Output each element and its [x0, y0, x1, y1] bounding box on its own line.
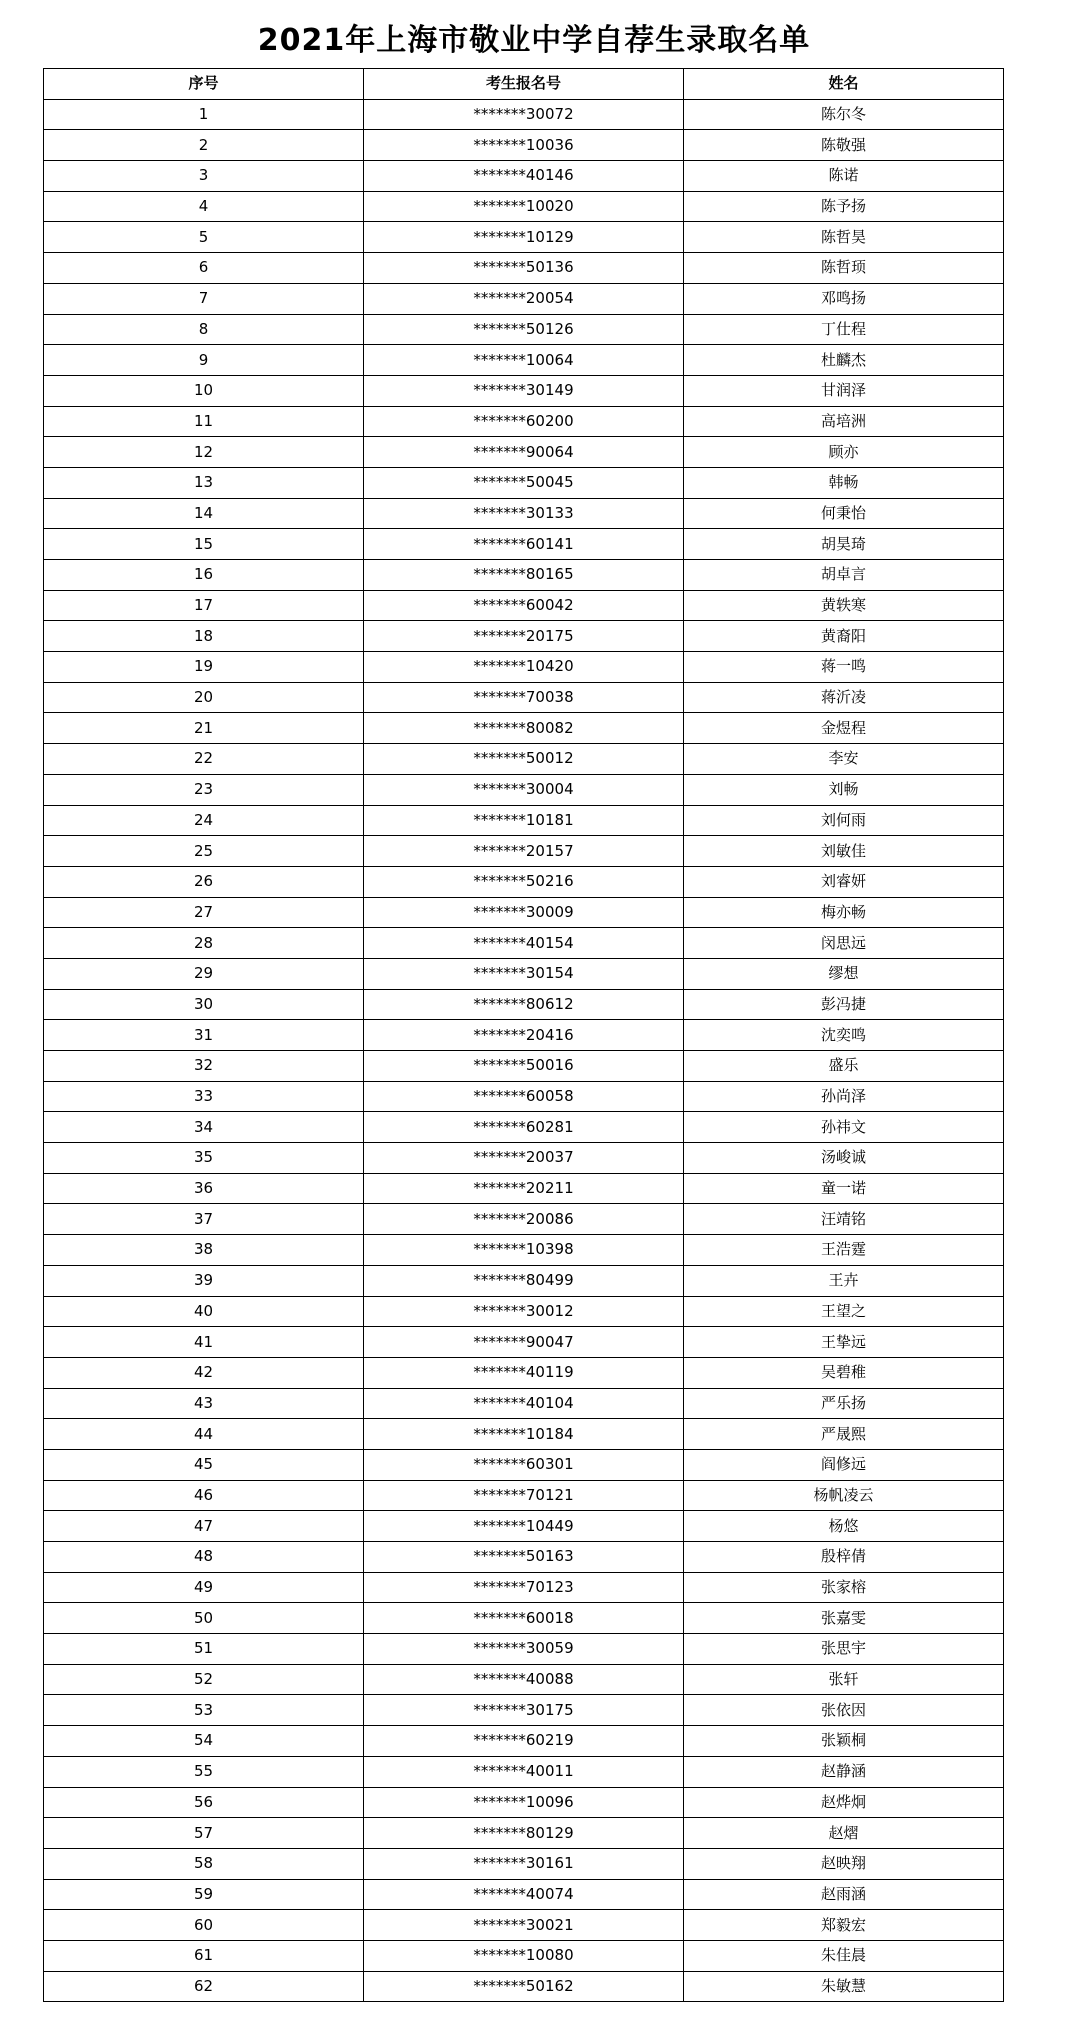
- row-index-cell: 54: [44, 1726, 364, 1757]
- row-index-cell: 27: [44, 897, 364, 928]
- student-name-cell: 陈尔冬: [684, 99, 1004, 130]
- row-index-cell: 28: [44, 928, 364, 959]
- registration-number-cell: *******30154: [364, 958, 684, 989]
- table-row: [44, 130, 1004, 161]
- registration-number-cell: *******90064: [364, 437, 684, 468]
- student-name-cell: 王挚远: [684, 1327, 1004, 1358]
- student-name-cell: 阎修远: [684, 1449, 1004, 1480]
- table-row: [44, 928, 1004, 959]
- row-index-cell: 32: [44, 1051, 364, 1082]
- student-name-cell: 何秉怡: [684, 498, 1004, 529]
- registration-number-cell: *******10129: [364, 222, 684, 253]
- student-name-cell: 汤峻诚: [684, 1143, 1004, 1174]
- table-row: [44, 161, 1004, 192]
- row-index-cell: 12: [44, 437, 364, 468]
- row-index-cell: 33: [44, 1081, 364, 1112]
- table-row: [44, 1051, 1004, 1082]
- student-name-cell: 赵雨涵: [684, 1879, 1004, 1910]
- registration-number-cell: *******40074: [364, 1879, 684, 1910]
- registration-number-cell: *******50136: [364, 253, 684, 284]
- registration-number-cell: *******70123: [364, 1572, 684, 1603]
- row-index-cell: 46: [44, 1480, 364, 1511]
- student-name-cell: 朱佳晨: [684, 1940, 1004, 1971]
- student-name-cell: 张轩: [684, 1664, 1004, 1695]
- table-row: [44, 1971, 1004, 2002]
- registration-number-cell: *******20037: [364, 1143, 684, 1174]
- table-row: [44, 682, 1004, 713]
- student-name-cell: 顾亦: [684, 437, 1004, 468]
- student-name-cell: 陈哲顼: [684, 253, 1004, 284]
- registration-number-cell: *******30009: [364, 897, 684, 928]
- student-name-cell: 胡昊琦: [684, 529, 1004, 560]
- table-row: [44, 222, 1004, 253]
- registration-number-cell: *******30012: [364, 1296, 684, 1327]
- table-row: [44, 1327, 1004, 1358]
- registration-number-cell: *******10020: [364, 191, 684, 222]
- registration-number-cell: *******50012: [364, 744, 684, 775]
- student-name-cell: 孙尚泽: [684, 1081, 1004, 1112]
- registration-number-cell: *******20211: [364, 1173, 684, 1204]
- table-body: [44, 99, 1004, 2002]
- student-name-cell: 陈哲昊: [684, 222, 1004, 253]
- registration-number-cell: *******30021: [364, 1910, 684, 1941]
- registration-number-cell: *******20054: [364, 283, 684, 314]
- registration-number-cell: *******90047: [364, 1327, 684, 1358]
- table-row: [44, 560, 1004, 591]
- registration-number-cell: *******60200: [364, 406, 684, 437]
- row-index-cell: 62: [44, 1971, 364, 2002]
- table-row: [44, 1542, 1004, 1573]
- column-header-index: 序号: [44, 69, 364, 100]
- student-name-cell: 王望之: [684, 1296, 1004, 1327]
- student-name-cell: 吴碧稚: [684, 1357, 1004, 1388]
- registration-number-cell: *******40088: [364, 1664, 684, 1695]
- registration-number-cell: *******30161: [364, 1848, 684, 1879]
- table-row: [44, 1664, 1004, 1695]
- table-row: [44, 1388, 1004, 1419]
- student-name-cell: 黄裔阳: [684, 621, 1004, 652]
- table-row: [44, 1173, 1004, 1204]
- student-name-cell: 严乐扬: [684, 1388, 1004, 1419]
- table-row: [44, 529, 1004, 560]
- student-name-cell: 汪靖铭: [684, 1204, 1004, 1235]
- table-row: [44, 1357, 1004, 1388]
- registration-number-cell: *******60018: [364, 1603, 684, 1634]
- student-name-cell: 严晟熙: [684, 1419, 1004, 1450]
- student-name-cell: 闵思远: [684, 928, 1004, 959]
- student-name-cell: 邓鸣扬: [684, 283, 1004, 314]
- table-row: [44, 283, 1004, 314]
- student-name-cell: 胡卓言: [684, 560, 1004, 591]
- table-row: [44, 621, 1004, 652]
- registration-number-cell: *******60058: [364, 1081, 684, 1112]
- registration-number-cell: *******30004: [364, 774, 684, 805]
- table-row: [44, 1419, 1004, 1450]
- table-row: [44, 989, 1004, 1020]
- registration-number-cell: *******10420: [364, 652, 684, 683]
- row-index-cell: 6: [44, 253, 364, 284]
- table-row: [44, 1511, 1004, 1542]
- student-name-cell: 陈敬强: [684, 130, 1004, 161]
- student-name-cell: 孙祎文: [684, 1112, 1004, 1143]
- row-index-cell: 38: [44, 1235, 364, 1266]
- table-row: [44, 1235, 1004, 1266]
- registration-number-cell: *******60281: [364, 1112, 684, 1143]
- student-name-cell: 甘润泽: [684, 375, 1004, 406]
- registration-number-cell: *******10181: [364, 805, 684, 836]
- registration-number-cell: *******60042: [364, 590, 684, 621]
- registration-number-cell: *******80129: [364, 1818, 684, 1849]
- registration-number-cell: *******40011: [364, 1756, 684, 1787]
- table-row: [44, 1143, 1004, 1174]
- registration-number-cell: *******50216: [364, 866, 684, 897]
- student-name-cell: 赵熠: [684, 1818, 1004, 1849]
- row-index-cell: 25: [44, 836, 364, 867]
- student-name-cell: 张颖桐: [684, 1726, 1004, 1757]
- row-index-cell: 18: [44, 621, 364, 652]
- student-name-cell: 李安: [684, 744, 1004, 775]
- row-index-cell: 13: [44, 467, 364, 498]
- student-name-cell: 彭冯捷: [684, 989, 1004, 1020]
- table-row: [44, 1787, 1004, 1818]
- row-index-cell: 60: [44, 1910, 364, 1941]
- registration-number-cell: *******30149: [364, 375, 684, 406]
- table-row: [44, 253, 1004, 284]
- registration-number-cell: *******10080: [364, 1940, 684, 1971]
- row-index-cell: 8: [44, 314, 364, 345]
- student-name-cell: 王浩霆: [684, 1235, 1004, 1266]
- registration-number-cell: *******10036: [364, 130, 684, 161]
- table-row: [44, 1726, 1004, 1757]
- student-name-cell: 赵映翔: [684, 1848, 1004, 1879]
- row-index-cell: 36: [44, 1173, 364, 1204]
- row-index-cell: 61: [44, 1940, 364, 1971]
- registration-number-cell: *******80499: [364, 1265, 684, 1296]
- table-row: [44, 1818, 1004, 1849]
- row-index-cell: 39: [44, 1265, 364, 1296]
- row-index-cell: 5: [44, 222, 364, 253]
- table-row: [44, 1910, 1004, 1941]
- registration-number-cell: *******70121: [364, 1480, 684, 1511]
- student-name-cell: 盛乐: [684, 1051, 1004, 1082]
- student-name-cell: 刘敏佳: [684, 836, 1004, 867]
- row-index-cell: 50: [44, 1603, 364, 1634]
- row-index-cell: 58: [44, 1848, 364, 1879]
- table-row: [44, 744, 1004, 775]
- table-row: [44, 1603, 1004, 1634]
- registration-number-cell: *******60219: [364, 1726, 684, 1757]
- registration-number-cell: *******60141: [364, 529, 684, 560]
- row-index-cell: 34: [44, 1112, 364, 1143]
- document-title: 2021年上海市敬业中学自荐生录取名单: [257, 23, 811, 58]
- student-name-cell: 殷梓倩: [684, 1542, 1004, 1573]
- row-index-cell: 29: [44, 958, 364, 989]
- student-name-cell: 陈诺: [684, 161, 1004, 192]
- row-index-cell: 1: [44, 99, 364, 130]
- table-row: [44, 805, 1004, 836]
- student-name-cell: 杨悠: [684, 1511, 1004, 1542]
- student-name-cell: 赵烨炯: [684, 1787, 1004, 1818]
- row-index-cell: 20: [44, 682, 364, 713]
- row-index-cell: 2: [44, 130, 364, 161]
- table-row: [44, 652, 1004, 683]
- table-row: [44, 713, 1004, 744]
- student-name-cell: 丁仕程: [684, 314, 1004, 345]
- row-index-cell: 22: [44, 744, 364, 775]
- row-index-cell: 44: [44, 1419, 364, 1450]
- registration-number-cell: *******80612: [364, 989, 684, 1020]
- table-row: [44, 1449, 1004, 1480]
- registration-number-cell: *******70038: [364, 682, 684, 713]
- registration-number-cell: *******80165: [364, 560, 684, 591]
- student-name-cell: 朱敏慧: [684, 1971, 1004, 2002]
- student-name-cell: 高培洲: [684, 406, 1004, 437]
- row-index-cell: 24: [44, 805, 364, 836]
- student-name-cell: 梅亦畅: [684, 897, 1004, 928]
- row-index-cell: 59: [44, 1879, 364, 1910]
- table-row: [44, 467, 1004, 498]
- row-index-cell: 48: [44, 1542, 364, 1573]
- table-row: [44, 1265, 1004, 1296]
- registration-number-cell: *******50126: [364, 314, 684, 345]
- row-index-cell: 31: [44, 1020, 364, 1051]
- registration-number-cell: *******30175: [364, 1695, 684, 1726]
- table-row: [44, 1634, 1004, 1665]
- row-index-cell: 37: [44, 1204, 364, 1235]
- student-name-cell: 刘睿妍: [684, 866, 1004, 897]
- registration-number-cell: *******30133: [364, 498, 684, 529]
- student-name-cell: 金煜程: [684, 713, 1004, 744]
- registration-number-cell: *******50163: [364, 1542, 684, 1573]
- table-row: [44, 1572, 1004, 1603]
- table-row: [44, 1879, 1004, 1910]
- table-row: [44, 99, 1004, 130]
- table-row: [44, 774, 1004, 805]
- registration-number-cell: *******10398: [364, 1235, 684, 1266]
- student-name-cell: 蒋沂凌: [684, 682, 1004, 713]
- table-row: [44, 1848, 1004, 1879]
- registration-number-cell: *******10449: [364, 1511, 684, 1542]
- registration-number-cell: *******10096: [364, 1787, 684, 1818]
- row-index-cell: 30: [44, 989, 364, 1020]
- student-name-cell: 杜麟杰: [684, 345, 1004, 376]
- row-index-cell: 14: [44, 498, 364, 529]
- row-index-cell: 10: [44, 375, 364, 406]
- table-row: [44, 897, 1004, 928]
- student-name-cell: 张依因: [684, 1695, 1004, 1726]
- row-index-cell: 43: [44, 1388, 364, 1419]
- row-index-cell: 51: [44, 1634, 364, 1665]
- row-index-cell: 17: [44, 590, 364, 621]
- row-index-cell: 47: [44, 1511, 364, 1542]
- registration-number-cell: *******40104: [364, 1388, 684, 1419]
- row-index-cell: 57: [44, 1818, 364, 1849]
- registration-number-cell: *******20416: [364, 1020, 684, 1051]
- table-row: [44, 1081, 1004, 1112]
- student-name-cell: 杨帆凌云: [684, 1480, 1004, 1511]
- registration-number-cell: *******20086: [364, 1204, 684, 1235]
- registration-number-cell: *******30072: [364, 99, 684, 130]
- student-name-cell: 黄轶寒: [684, 590, 1004, 621]
- row-index-cell: 23: [44, 774, 364, 805]
- row-index-cell: 11: [44, 406, 364, 437]
- registration-number-cell: *******40154: [364, 928, 684, 959]
- row-index-cell: 41: [44, 1327, 364, 1358]
- row-index-cell: 21: [44, 713, 364, 744]
- student-name-cell: 童一诺: [684, 1173, 1004, 1204]
- table-header-row: [44, 69, 1004, 100]
- table-row: [44, 314, 1004, 345]
- table-row: [44, 1756, 1004, 1787]
- admission-table: [43, 68, 1004, 2002]
- registration-number-cell: *******20157: [364, 836, 684, 867]
- student-name-cell: 缪想: [684, 958, 1004, 989]
- registration-number-cell: *******10184: [364, 1419, 684, 1450]
- student-name-cell: 张思宇: [684, 1634, 1004, 1665]
- student-name-cell: 蒋一鸣: [684, 652, 1004, 683]
- student-name-cell: 刘畅: [684, 774, 1004, 805]
- row-index-cell: 35: [44, 1143, 364, 1174]
- student-name-cell: 张嘉雯: [684, 1603, 1004, 1634]
- table-row: [44, 191, 1004, 222]
- registration-number-cell: *******50045: [364, 467, 684, 498]
- registration-number-cell: *******40119: [364, 1357, 684, 1388]
- registration-number-cell: *******60301: [364, 1449, 684, 1480]
- row-index-cell: 26: [44, 866, 364, 897]
- student-name-cell: 沈奕鸣: [684, 1020, 1004, 1051]
- table-row: [44, 375, 1004, 406]
- registration-number-cell: *******80082: [364, 713, 684, 744]
- table-row: [44, 437, 1004, 468]
- registration-number-cell: *******10064: [364, 345, 684, 376]
- row-index-cell: 45: [44, 1449, 364, 1480]
- registration-number-cell: *******50016: [364, 1051, 684, 1082]
- table-row: [44, 836, 1004, 867]
- row-index-cell: 9: [44, 345, 364, 376]
- table-row: [44, 345, 1004, 376]
- row-index-cell: 53: [44, 1695, 364, 1726]
- table-row: [44, 1020, 1004, 1051]
- row-index-cell: 42: [44, 1357, 364, 1388]
- column-header-registration-number: 考生报名号: [364, 69, 684, 100]
- student-name-cell: 赵静涵: [684, 1756, 1004, 1787]
- row-index-cell: 3: [44, 161, 364, 192]
- student-name-cell: 陈予扬: [684, 191, 1004, 222]
- row-index-cell: 4: [44, 191, 364, 222]
- student-name-cell: 刘何雨: [684, 805, 1004, 836]
- row-index-cell: 49: [44, 1572, 364, 1603]
- row-index-cell: 7: [44, 283, 364, 314]
- registration-number-cell: *******40146: [364, 161, 684, 192]
- row-index-cell: 56: [44, 1787, 364, 1818]
- table-row: [44, 866, 1004, 897]
- student-name-cell: 王卉: [684, 1265, 1004, 1296]
- table-row: [44, 406, 1004, 437]
- row-index-cell: 16: [44, 560, 364, 591]
- table-row: [44, 958, 1004, 989]
- table-row: [44, 1204, 1004, 1235]
- row-index-cell: 55: [44, 1756, 364, 1787]
- student-name-cell: 张家榕: [684, 1572, 1004, 1603]
- table-row: [44, 1112, 1004, 1143]
- table-row: [44, 498, 1004, 529]
- table-row: [44, 1940, 1004, 1971]
- registration-number-cell: *******20175: [364, 621, 684, 652]
- registration-number-cell: *******50162: [364, 1971, 684, 2002]
- column-header-name: 姓名: [684, 69, 1004, 100]
- table-row: [44, 590, 1004, 621]
- student-name-cell: 韩畅: [684, 467, 1004, 498]
- table-row: [44, 1296, 1004, 1327]
- row-index-cell: 40: [44, 1296, 364, 1327]
- table-row: [44, 1695, 1004, 1726]
- table-row: [44, 1480, 1004, 1511]
- registration-number-cell: *******30059: [364, 1634, 684, 1665]
- student-name-cell: 郑毅宏: [684, 1910, 1004, 1941]
- row-index-cell: 15: [44, 529, 364, 560]
- row-index-cell: 52: [44, 1664, 364, 1695]
- row-index-cell: 19: [44, 652, 364, 683]
